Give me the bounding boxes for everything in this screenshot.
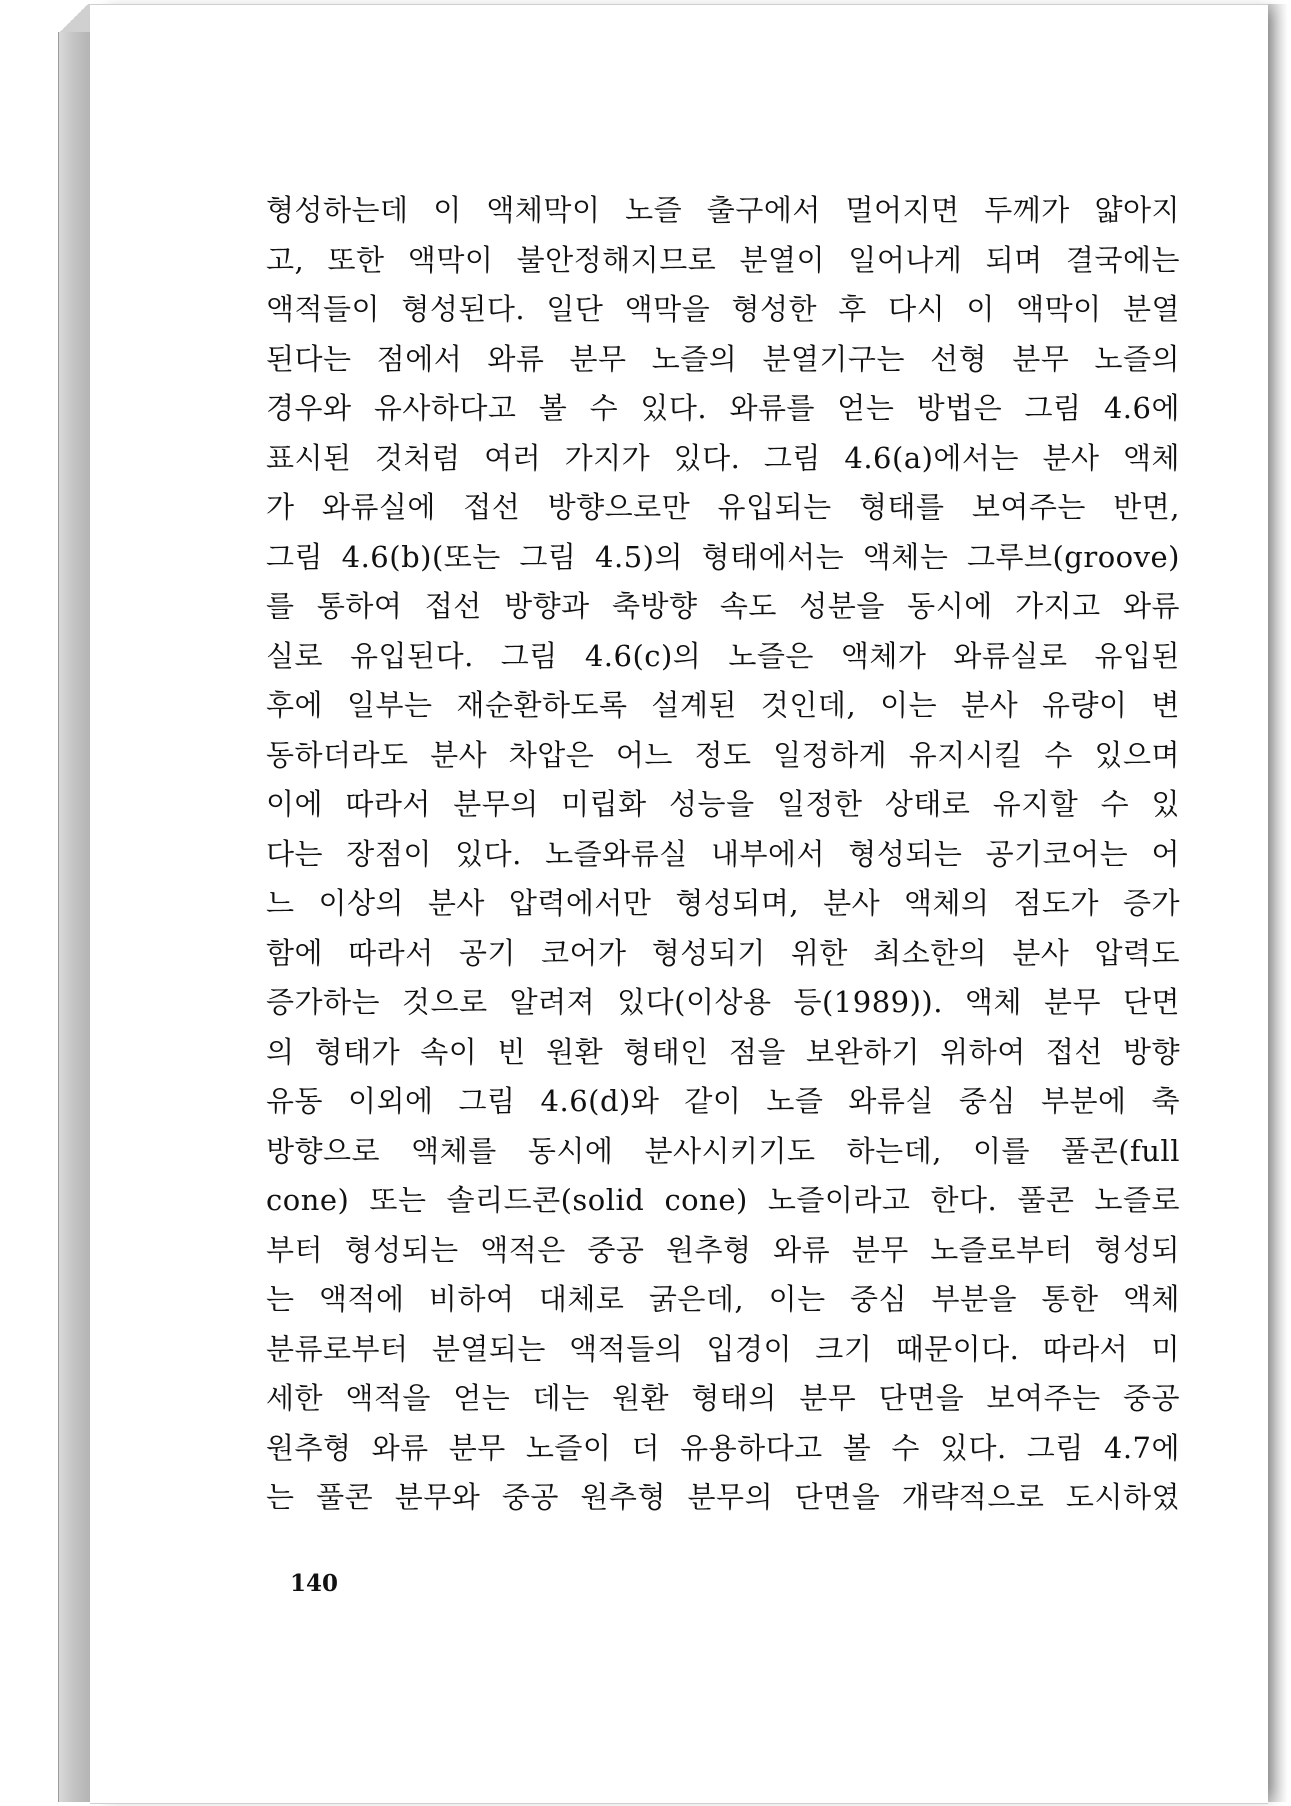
text-line: 된다는 점에서 와류 분무 노즐의 분열기구는 선형 분무 노즐의 <box>266 341 1180 376</box>
text-line: cone) 또는 솔리드콘(solid cone) 노즐이라고 한다. 풀콘 노즐로 <box>266 1183 1180 1217</box>
text-line: 표시된 것처럼 여러 가지가 있다. 그림 4.6(a)에서는 분사 액체 <box>266 440 1180 475</box>
text-line: 부터 형성되는 액적은 중공 원추형 와류 분무 노즐로부터 형성되 <box>266 1232 1180 1267</box>
page-corner <box>58 4 90 32</box>
text-line: 다는 장점이 있다. 노즐와류실 내부에서 형성되는 공기코어는 어 <box>266 836 1180 871</box>
text-line: 동하더라도 분사 차압은 어느 정도 일정하게 유지시킬 수 있으며 <box>266 737 1180 772</box>
text-line: 유동 이외에 그림 4.6(d)와 같이 노즐 와류실 중심 부분에 축 <box>266 1084 1180 1118</box>
text-line: 실로 유입된다. 그림 4.6(c)의 노즐은 액체가 와류실로 유입된 <box>266 638 1180 673</box>
text-line: 원추형 와류 분무 노즐이 더 유용하다고 볼 수 있다. 그림 4.7에 <box>266 1430 1180 1465</box>
book-page-edge <box>58 4 91 1802</box>
text-line: 이에 따라서 분무의 미립화 성능을 일정한 상태로 유지할 수 있 <box>266 787 1180 821</box>
text-line: 는 액적에 비하여 대체로 굵은데, 이는 중심 부분을 통한 액체 <box>266 1282 1180 1316</box>
text-line: 형성하는데 이 액체막이 노즐 출구에서 멀어지면 두께가 얇아지 <box>266 193 1180 227</box>
text-line: 세한 액적을 얻는 데는 원환 형태의 분무 단면을 보여주는 중공 <box>266 1381 1180 1415</box>
page-number: 140 <box>290 1570 339 1597</box>
text-line: 를 통하여 접선 방향과 축방향 속도 성분을 동시에 가지고 와류 <box>266 589 1180 623</box>
text-line: 방향으로 액체를 동시에 분사시키기도 하는데, 이를 풀콘(full <box>266 1133 1180 1168</box>
text-line: 가 와류실에 접선 방향으로만 유입되는 형태를 보여주는 반면, <box>266 490 1180 524</box>
text-line: 분류로부터 분열되는 액적들의 입경이 크기 때문이다. 따라서 미 <box>266 1331 1180 1366</box>
text-line: 액적들이 형성된다. 일단 액막을 형성한 후 다시 이 액막이 분열 <box>266 292 1180 326</box>
text-line: 그림 4.6(b)(또는 그림 4.5)의 형태에서는 액체는 그루브(groove) <box>266 539 1180 574</box>
text-line: 함에 따라서 공기 코어가 형성되기 위한 최소한의 분사 압력도 <box>266 935 1180 970</box>
text-line: 느 이상의 분사 압력에서만 형성되며, 분사 액체의 점도가 증가 <box>266 886 1180 920</box>
text-line: 는 풀콘 분무와 중공 원추형 분무의 단면을 개략적으로 도시하였 <box>266 1480 1180 1514</box>
text-line: 증가하는 것으로 알려져 있다(이상용 등(1989)). 액체 분무 단면 <box>266 985 1180 1019</box>
body-paragraph <box>266 186 1180 1523</box>
text-line: 의 형태가 속이 빈 원환 형태인 점을 보완하기 위하여 접선 방향 <box>266 1034 1180 1069</box>
text-line: 후에 일부는 재순환하도록 설계된 것인데, 이는 분사 유량이 변 <box>266 688 1180 722</box>
text-line: 고, 또한 액막이 불안정해지므로 분열이 일어나게 되며 결국에는 <box>266 242 1180 277</box>
page-shadow <box>1268 4 1288 1802</box>
text-line: 경우와 유사하다고 볼 수 있다. 와류를 얻는 방법은 그림 4.6에 <box>266 391 1180 425</box>
